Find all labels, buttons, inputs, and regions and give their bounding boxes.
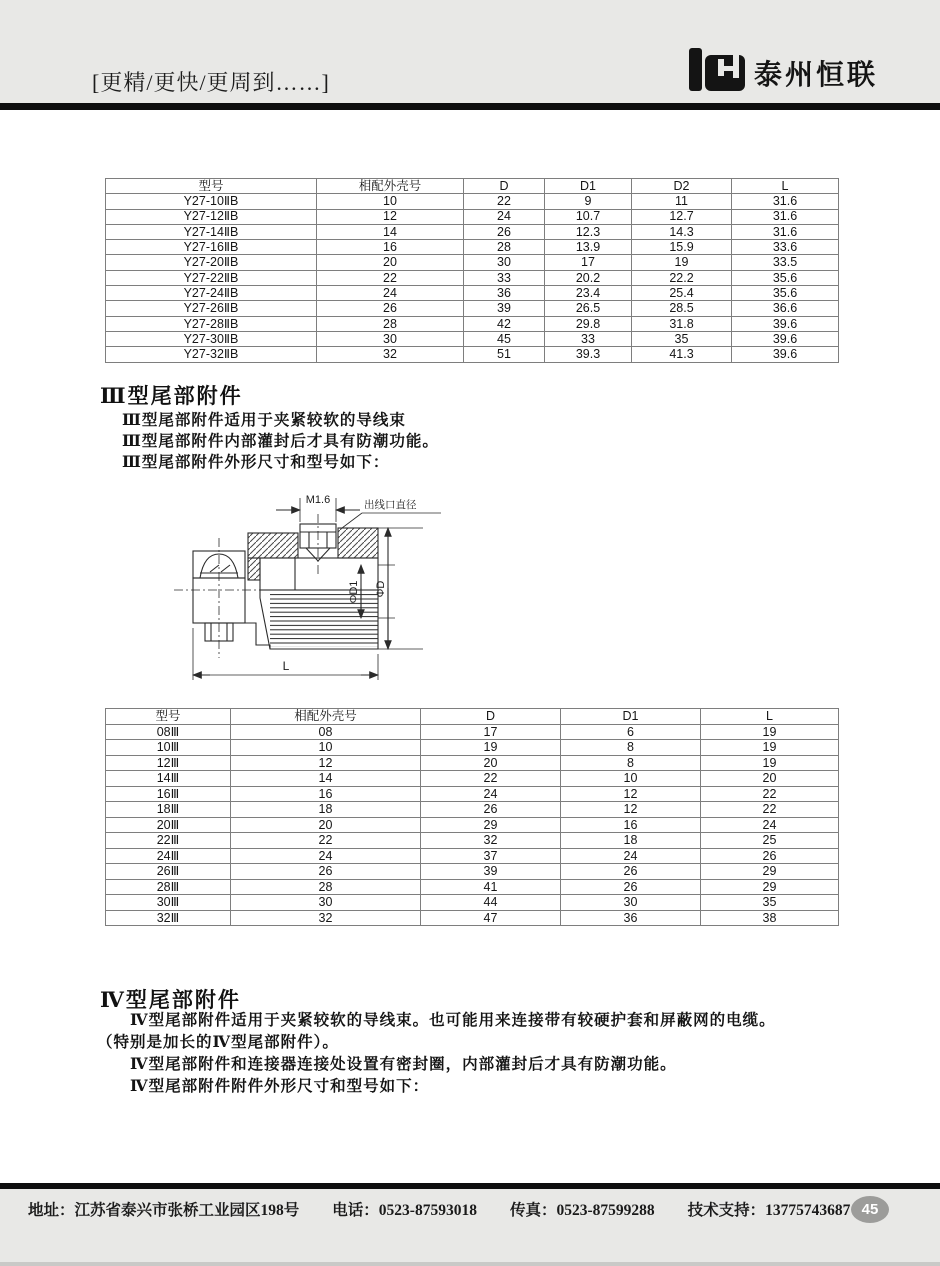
table-cell: 20 (701, 771, 839, 787)
table-cell: 28 (464, 240, 545, 255)
table-cell: Y27-30ⅡB (106, 331, 317, 346)
table-cell: 47 (421, 910, 561, 926)
table-cell: 36.6 (732, 301, 839, 316)
table-cell: 33 (464, 270, 545, 285)
table-cell: 19 (632, 255, 732, 270)
column-header: D1 (561, 709, 701, 725)
table-row (106, 802, 839, 818)
table-cell: 25 (701, 833, 839, 849)
text-line: Ⅲ型尾部附件内部灌封后才具有防潮功能。 (122, 433, 439, 450)
table-cell: 12.7 (632, 209, 732, 224)
table-row (106, 286, 839, 301)
table-cell: 20 (231, 817, 421, 833)
column-header: 型号 (106, 709, 231, 725)
table-cell: 31.8 (632, 316, 732, 331)
footer-contact-line (28, 1198, 850, 1220)
table-cell: 26 (464, 224, 545, 239)
table-cell: 51 (464, 347, 545, 362)
table-cell: 26 (421, 802, 561, 818)
d1-dimension-label: ΦD1 (348, 580, 360, 604)
housing-hatch-right (338, 528, 378, 558)
table-cell: 10 (561, 771, 701, 787)
table-cell: 17 (545, 255, 632, 270)
table-cell: 22 (701, 786, 839, 802)
table-cell: 16 (317, 240, 464, 255)
table-cell: 39.6 (732, 347, 839, 362)
logo-lh-icon (688, 47, 746, 93)
table-cell: 26 (561, 879, 701, 895)
header-tagline: [更精/更快/更周到……] (92, 70, 330, 95)
table-cell: 30 (231, 895, 421, 911)
housing-hatch-left (248, 533, 298, 558)
table-cell: 24 (561, 848, 701, 864)
text-line: Ⅳ型尾部附件和连接器连接处设置有密封圈，内部灌封后才具有防潮功能。 (130, 1056, 677, 1073)
table-row (106, 240, 839, 255)
table-cell: 10 (317, 194, 464, 209)
table-cell: 16Ⅲ (106, 786, 231, 802)
table-cell: 24 (701, 817, 839, 833)
table-cell: 26Ⅲ (106, 864, 231, 880)
table-cell: 39.6 (732, 331, 839, 346)
footer-phone: 电话：0523-87593018 (332, 1202, 477, 1219)
table-row (106, 316, 839, 331)
table-row (106, 301, 839, 316)
table-cell: 18 (231, 802, 421, 818)
table-row (106, 224, 839, 239)
table-cell: 35.6 (732, 286, 839, 301)
column-header: D1 (545, 179, 632, 194)
table-row (106, 817, 839, 833)
table-cell: 29 (421, 817, 561, 833)
outlet-diameter-label: 出线口直径 (364, 500, 417, 511)
table-cell: 26 (561, 864, 701, 880)
table-row (106, 895, 839, 911)
footer-support: 技术支持：13775743687 (687, 1202, 851, 1219)
table-cell: 29 (701, 864, 839, 880)
table-header-row (106, 709, 839, 725)
table-cell: Y27-28ⅡB (106, 316, 317, 331)
table-cell: 10Ⅲ (106, 740, 231, 756)
table-cell: 30Ⅲ (106, 895, 231, 911)
column-header: D (464, 179, 545, 194)
table-cell: 22Ⅲ (106, 833, 231, 849)
table-cell: 19 (701, 740, 839, 756)
table-cell: 14.3 (632, 224, 732, 239)
table-cell: 13.9 (545, 240, 632, 255)
table-cell: 12 (561, 802, 701, 818)
column-header: L (701, 709, 839, 725)
section-type3-paragraph (122, 410, 842, 473)
table-cell: 14Ⅲ (106, 771, 231, 787)
section-title-type4: Ⅳ型尾部附件 (100, 988, 241, 1012)
tail-accessory-dimension-drawing (148, 488, 448, 698)
table-cell: Y27-16ⅡB (106, 240, 317, 255)
table-cell: 20 (317, 255, 464, 270)
column-header: D2 (632, 179, 732, 194)
table-cell: 32Ⅲ (106, 910, 231, 926)
table-cell: 33 (545, 331, 632, 346)
table-cell: 32 (231, 910, 421, 926)
table-cell: 35.6 (732, 270, 839, 285)
table-cell: 08Ⅲ (106, 724, 231, 740)
table-cell: 28 (317, 316, 464, 331)
table-header-row (106, 179, 839, 194)
table-cell: 38 (701, 910, 839, 926)
table-cell: 19 (421, 740, 561, 756)
length-dimension-label: L (282, 659, 290, 673)
table-cell: 33.6 (732, 240, 839, 255)
d-dimension-label: ΦD (375, 580, 387, 598)
logo-company-name: 泰州恒联 (754, 59, 879, 90)
table-cell: 26 (231, 864, 421, 880)
table-cell: 16 (231, 786, 421, 802)
table-cell: 22 (231, 833, 421, 849)
body-band (260, 558, 378, 590)
table-cell: 22 (464, 194, 545, 209)
table-cell: 20 (421, 755, 561, 771)
table-cell: 36 (464, 286, 545, 301)
table-cell: 12Ⅲ (106, 755, 231, 771)
table-cell: 12 (561, 786, 701, 802)
body-step (245, 623, 270, 649)
page-number-badge: 45 (851, 1196, 889, 1223)
footer-address: 地址：江苏省泰兴市张桥工业园区198号 (28, 1202, 300, 1219)
table-cell: 39 (421, 864, 561, 880)
table-row (106, 194, 839, 209)
housing-hatch-wedge (248, 558, 260, 580)
table-cell: 26 (701, 848, 839, 864)
table-cell: 32 (317, 347, 464, 362)
table-cell: Y27-14ⅡB (106, 224, 317, 239)
table-cell: 08 (231, 724, 421, 740)
table-cell: 24 (464, 209, 545, 224)
table-cell: 8 (561, 755, 701, 771)
table-cell: 24Ⅲ (106, 848, 231, 864)
table-row (106, 347, 839, 362)
table-cell: 14 (317, 224, 464, 239)
table-cell: 30 (464, 255, 545, 270)
table-cell: 6 (561, 724, 701, 740)
table-row (106, 755, 839, 771)
table-cell: 20Ⅲ (106, 817, 231, 833)
table-cell: 15.9 (632, 240, 732, 255)
table-cell: 31.6 (732, 194, 839, 209)
table-cell: 24 (231, 848, 421, 864)
table-cell: 39.3 (545, 347, 632, 362)
table-cell: Y27-26ⅡB (106, 301, 317, 316)
table-cell: 42 (464, 316, 545, 331)
table-cell: 25.4 (632, 286, 732, 301)
table-row (106, 724, 839, 740)
table-cell: 35 (701, 895, 839, 911)
table-cell: Y27-32ⅡB (106, 347, 317, 362)
table-cell: 10 (231, 740, 421, 756)
table-cell: 32 (421, 833, 561, 849)
table-cell: 28Ⅲ (106, 879, 231, 895)
table-cell: 22.2 (632, 270, 732, 285)
section-type4-paragraph (97, 1010, 877, 1098)
table-cell: 37 (421, 848, 561, 864)
table-cell: 16 (561, 817, 701, 833)
column-header: D (421, 709, 561, 725)
knurl-ribs (270, 592, 378, 647)
table-row (106, 848, 839, 864)
table-cell: 19 (701, 755, 839, 771)
table-cell: Y27-22ⅡB (106, 270, 317, 285)
table-cell: 12 (317, 209, 464, 224)
table-cell: 26 (317, 301, 464, 316)
table-cell: 24 (317, 286, 464, 301)
text-line: Ⅲ型尾部附件外形尺寸和型号如下： (122, 454, 390, 471)
table-cell: Y27-24ⅡB (106, 286, 317, 301)
text-line: Ⅲ型尾部附件适用于夹紧较软的导线束 (122, 412, 406, 429)
table-row (106, 771, 839, 787)
table-cell: 31.6 (732, 224, 839, 239)
table-cell: 35 (632, 331, 732, 346)
column-header: 相配外壳号 (231, 709, 421, 725)
table-cell: 33.5 (732, 255, 839, 270)
table-cell: 14 (231, 771, 421, 787)
table-cell: 9 (545, 194, 632, 209)
table-cell: 26.5 (545, 301, 632, 316)
company-logo (688, 47, 878, 93)
header-divider (0, 103, 940, 110)
table-cell: 30 (317, 331, 464, 346)
table-cell: 44 (421, 895, 561, 911)
table-cell: 29.8 (545, 316, 632, 331)
column-header: 型号 (106, 179, 317, 194)
table-cell: 39.6 (732, 316, 839, 331)
table-cell: 19 (701, 724, 839, 740)
table-row (106, 864, 839, 880)
table-row (106, 833, 839, 849)
table-cell: 22 (701, 802, 839, 818)
table-cell: 12.3 (545, 224, 632, 239)
table-cell: 39 (464, 301, 545, 316)
table-cell: 45 (464, 331, 545, 346)
table-cell: 41.3 (632, 347, 732, 362)
table-cell: 28.5 (632, 301, 732, 316)
table-cell: 23.4 (545, 286, 632, 301)
table-row (106, 270, 839, 285)
table-cell: 30 (561, 895, 701, 911)
table-cell: 22 (317, 270, 464, 285)
table-cell: 36 (561, 910, 701, 926)
table-row (106, 255, 839, 270)
column-header: 相配外壳号 (317, 179, 464, 194)
text-line: Ⅳ型尾部附件适用于夹紧较软的导线束。也可能用来连接带有较硬护套和屏蔽网的电缆。 (130, 1012, 776, 1029)
table-cell: 8 (561, 740, 701, 756)
table-row (106, 910, 839, 926)
table-cell: 20.2 (545, 270, 632, 285)
table-cell: 17 (421, 724, 561, 740)
section-title-type3: Ⅲ型尾部附件 (100, 384, 243, 408)
table-cell: Y27-10ⅡB (106, 194, 317, 209)
table-cell: 10.7 (545, 209, 632, 224)
y27-iib-spec-table (105, 178, 839, 363)
table-cell: Y27-20ⅡB (106, 255, 317, 270)
table-cell: 18 (561, 833, 701, 849)
table-row (106, 879, 839, 895)
table-cell: 18Ⅲ (106, 802, 231, 818)
table-cell: 22 (421, 771, 561, 787)
table-cell: 29 (701, 879, 839, 895)
footer-fax: 传真：0523-87599288 (509, 1202, 655, 1219)
table-row (106, 209, 839, 224)
table-cell: Y27-12ⅡB (106, 209, 317, 224)
thread-dimension-label: M1.6 (305, 494, 331, 506)
table-row (106, 331, 839, 346)
table-cell: 12 (231, 755, 421, 771)
text-line: （特别是加长的Ⅳ型尾部附件）。 (97, 1034, 339, 1051)
column-header: L (732, 179, 839, 194)
type3-spec-table (105, 708, 839, 926)
table-cell: 31.6 (732, 209, 839, 224)
table-cell: 11 (632, 194, 732, 209)
table-cell: 24 (421, 786, 561, 802)
table-row (106, 740, 839, 756)
table-cell: 28 (231, 879, 421, 895)
text-line: Ⅳ型尾部附件附件外形尺寸和型号如下： (130, 1078, 430, 1095)
table-row (106, 786, 839, 802)
table-cell: 41 (421, 879, 561, 895)
